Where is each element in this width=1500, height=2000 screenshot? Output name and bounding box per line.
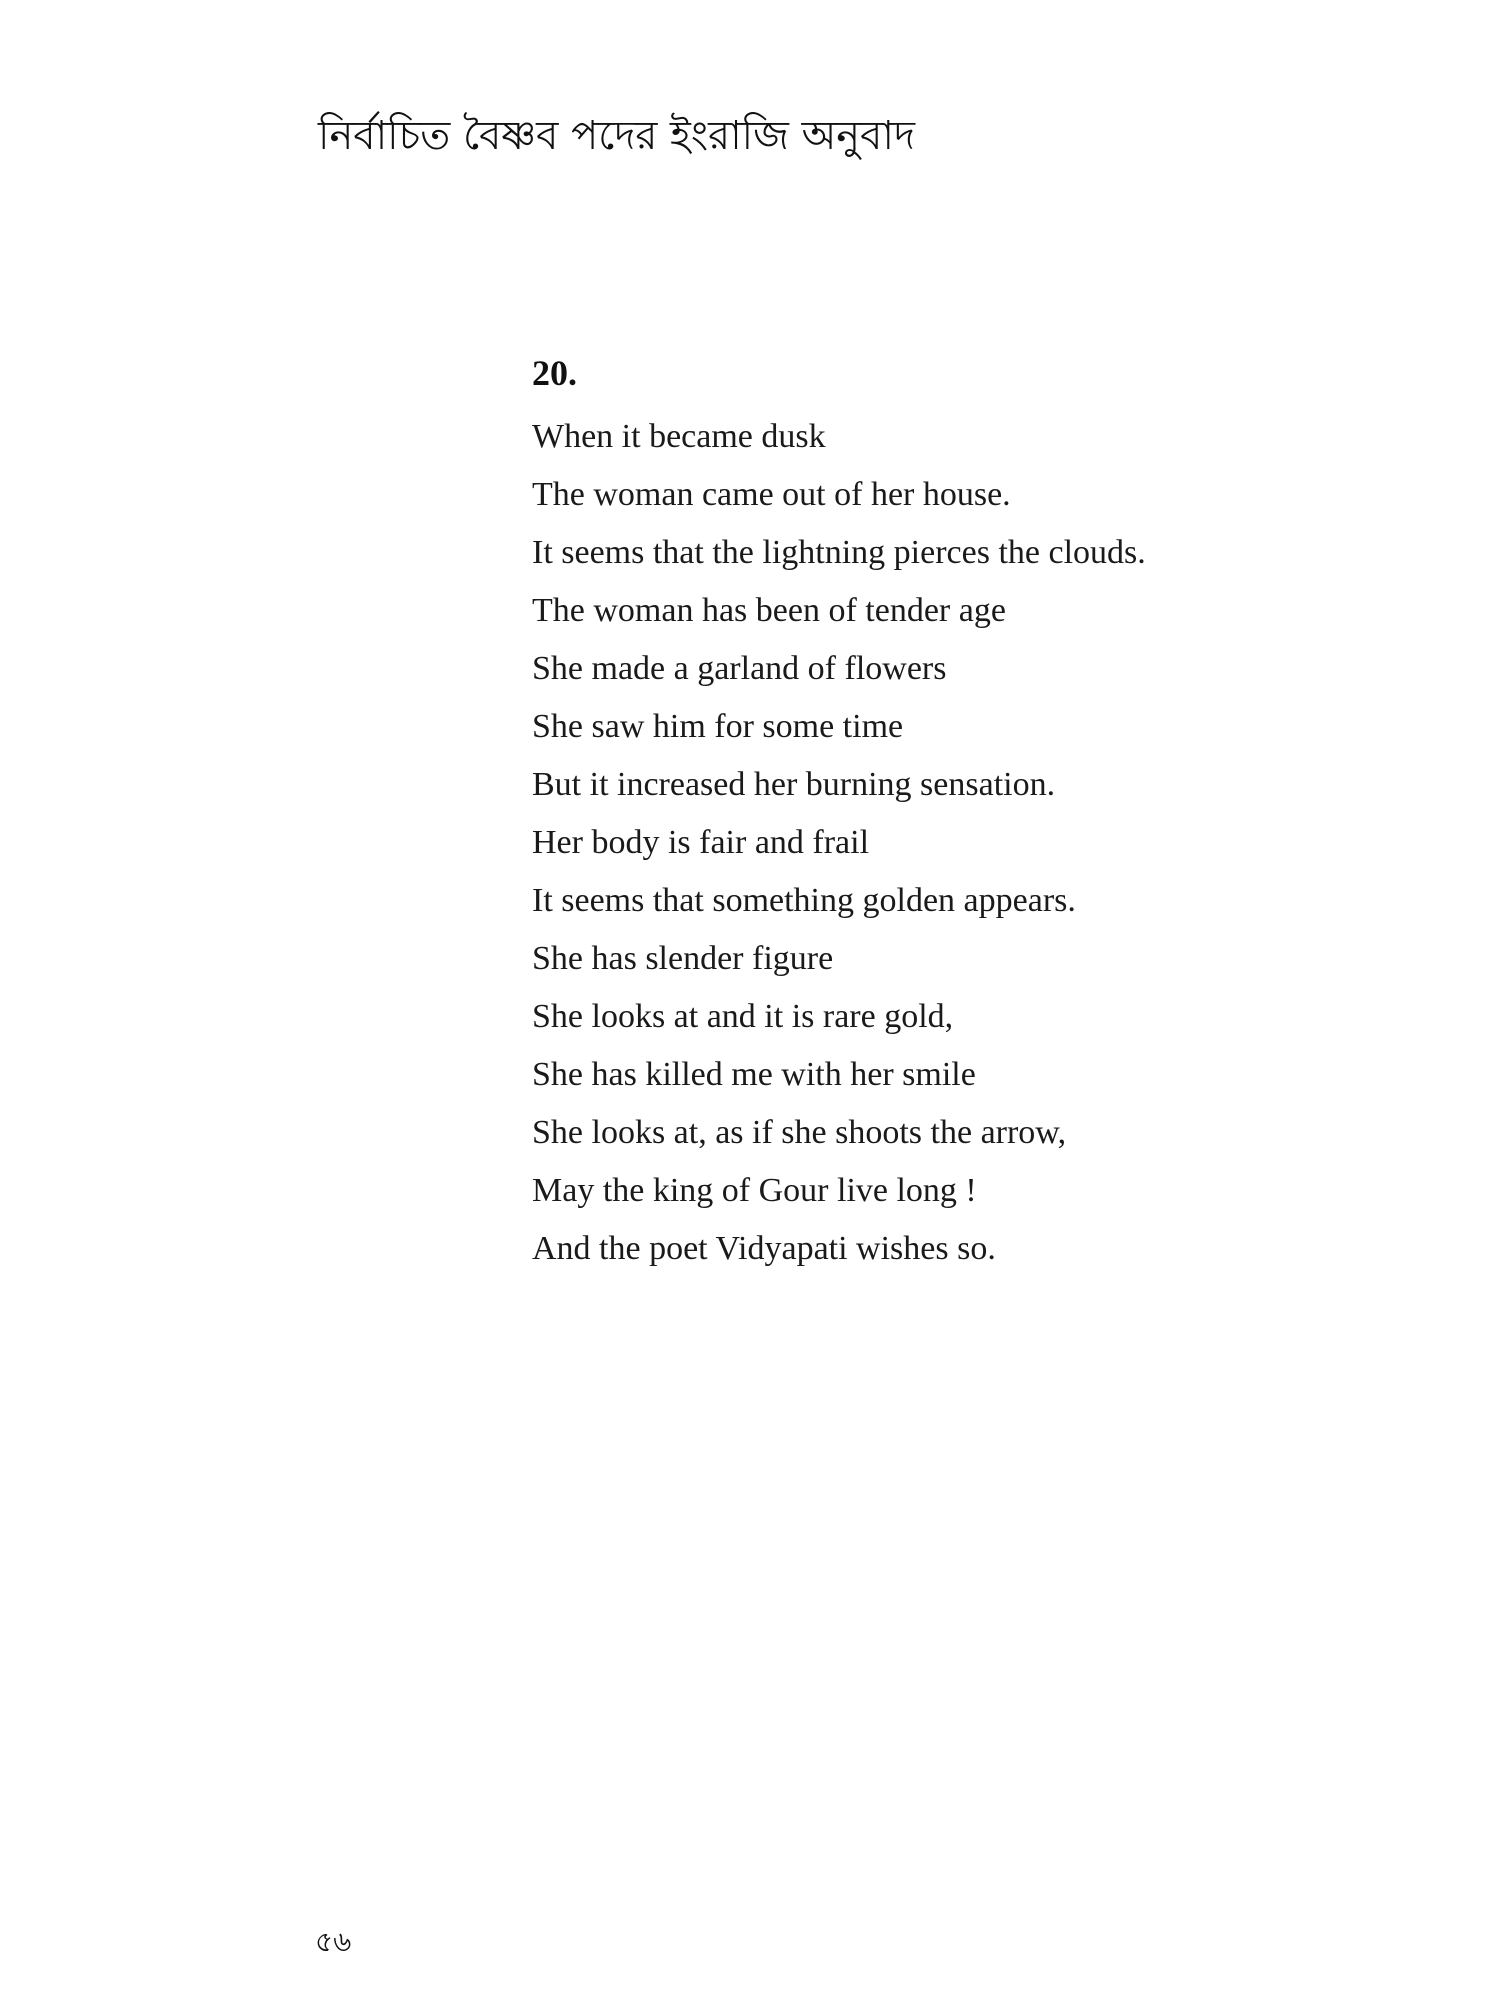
poem-line: She has slender figure bbox=[532, 940, 834, 977]
poem-line: And the poet Vidyapati wishes so. bbox=[532, 1230, 996, 1267]
poem-line: The woman has been of tender age bbox=[532, 592, 1006, 629]
poem-line: She looks at, as if she shoots the arrow, bbox=[532, 1114, 1067, 1151]
poem-line: It seems that something golden appears. bbox=[532, 882, 1076, 919]
poem-line: She saw him for some time bbox=[532, 708, 904, 745]
running-head: নির্বাচিত বৈষ্ণব পদের ইংরাজি অনুবাদ bbox=[318, 113, 916, 159]
poem-line: She has killed me with her smile bbox=[532, 1056, 976, 1093]
poem bbox=[532, 350, 1432, 1278]
poem-line: But it increased her burning sensation. bbox=[532, 766, 1056, 803]
poem-line: She made a garland of flowers bbox=[532, 650, 947, 687]
poem-line: May the king of Gour live long ! bbox=[532, 1172, 977, 1209]
poem-line: It seems that the lightning pierces the clouds. bbox=[532, 534, 1146, 571]
poem-number: 20. bbox=[532, 353, 577, 393]
poem-line: When it became dusk bbox=[532, 418, 826, 455]
poem-lines bbox=[532, 408, 1432, 1278]
page-number: ৫৬ bbox=[315, 1925, 352, 1958]
poem-line: The woman came out of her house. bbox=[532, 476, 1011, 513]
poem-line: Her body is fair and frail bbox=[532, 824, 870, 861]
poem-line: She looks at and it is rare gold, bbox=[532, 998, 954, 1035]
